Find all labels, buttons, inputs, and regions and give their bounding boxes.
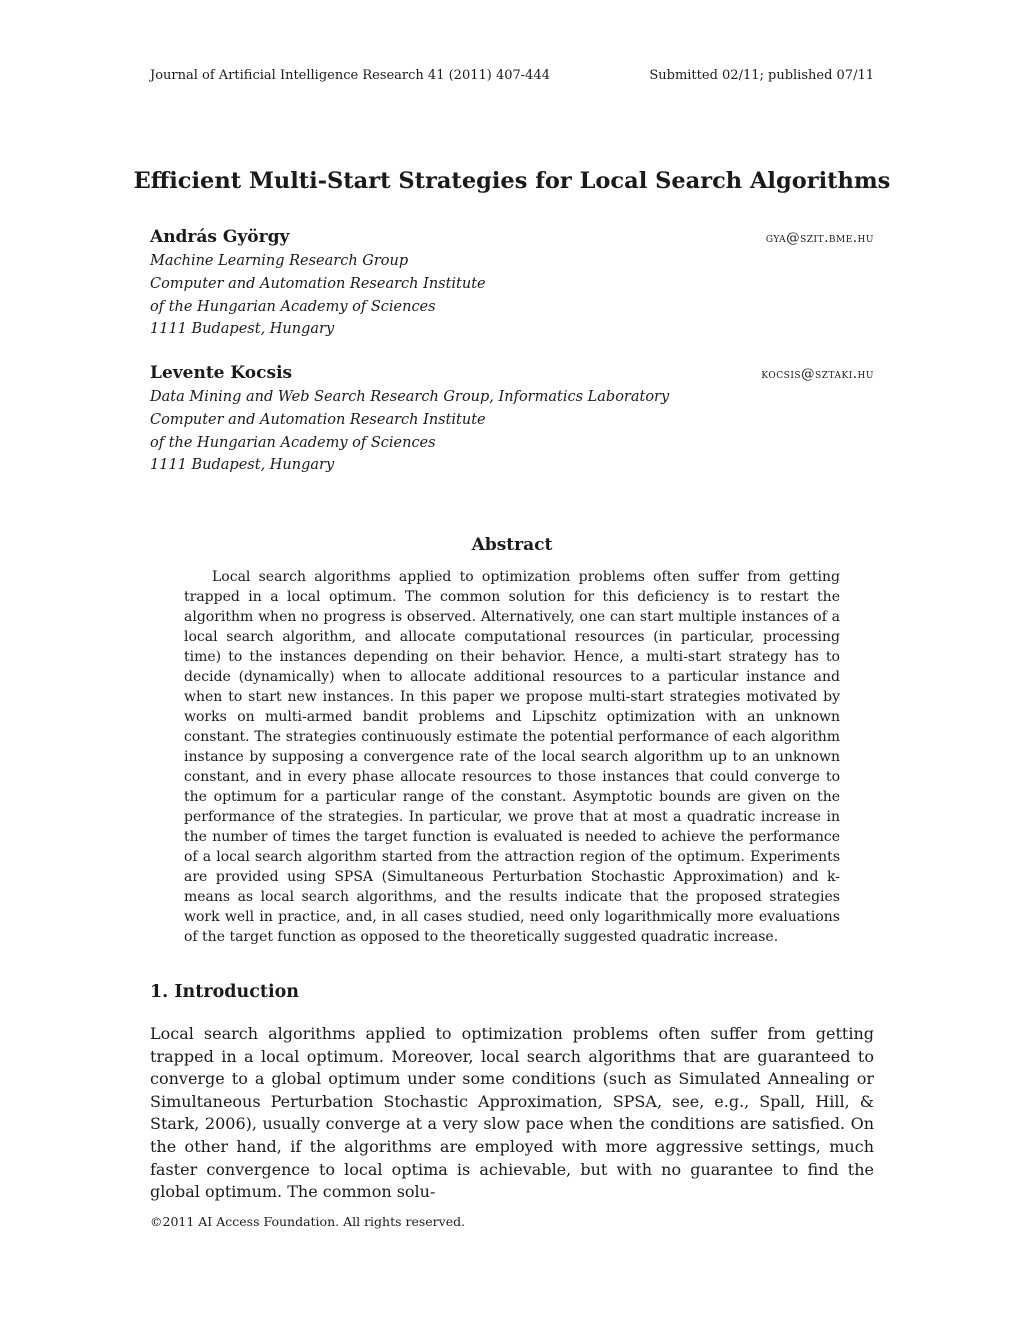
author-affiliation <box>150 250 486 341</box>
affiliation-line: Data Mining and Web Search Research Group, Informatics Laboratory <box>150 389 670 405</box>
affiliation-line: 1111 Budapest, Hungary <box>150 457 335 474</box>
affiliation-line: Computer and Automation Research Institute <box>150 411 486 428</box>
section-heading: 1. Introduction <box>150 982 299 1002</box>
abstract-text: Local search algorithms applied to optimization problems often suffer from getting trapped in a local optimum. The common solution for this deficiency is to restart the algorithm when no progress is observed. Alternatively, one can start multiple instances of a local search algorithm, and allocate computational resources (in particular, processing time) to the instances depending on their behavior. Hence, a multi-start strategy has to decide (dynamically) when to allocate additional resources to a particular instance and when to start new instances. In this paper we propose multi-start strategies motivated by works on multi-armed bandit problems and Lipschitz optimization with an unknown constant. The strategies continuously estimate the potential performance of each algorithm instance by supposing a convergence rate of the local search algorithm up to an unknown constant, and in every phase allocate resources to those instances that could converge to the optimum for a particular range of the constant. Asymptotic bounds are given on the performance of the strategies. In particular, we prove that at most a quadratic increase in the number of times the target function is evaluated is needed to achieve the performance of a local search algorithm started from the attraction region of the optimum. Experiments are provided using SPSA (Simultaneous Perturbation Stochastic Approximation) and k-means as local search algorithms, and the results indicate that the proposed strategies work well in practice, and, in all cases studied, need only logarithmically more evaluations of the target function as opposed to the theoretically suggested quadratic increase. <box>184 569 840 945</box>
author-email: kocsis@sztaki.hu <box>761 366 874 382</box>
copyright-footer: ©2011 AI Access Foundation. All rights reserved. <box>150 1214 466 1229</box>
author-affiliation <box>150 386 669 477</box>
paper-title: Efficient Multi-Start Strategies for Local Search Algorithms <box>133 168 891 194</box>
author-name: Levente Kocsis <box>150 363 293 383</box>
affiliation-line: Machine Learning Research Group <box>150 253 409 269</box>
abstract-body <box>184 567 840 947</box>
journal-header: Journal of Artificial Intelligence Research 41 (2011) 407-444 <box>150 68 550 83</box>
affiliation-line: of the Hungarian Academy of Sciences <box>150 434 436 451</box>
introduction-body <box>150 1023 874 1204</box>
affiliation-line: 1111 Budapest, Hungary <box>150 321 335 338</box>
abstract-heading: Abstract <box>471 535 553 555</box>
submission-dates: Submitted 02/11; published 07/11 <box>649 68 874 83</box>
affiliation-line: Computer and Automation Research Institute <box>150 275 486 292</box>
affiliation-line: of the Hungarian Academy of Sciences <box>150 298 436 315</box>
author-email: gya@szit.bme.hu <box>765 230 874 246</box>
author-name: András György <box>150 227 290 247</box>
introduction-text: Local search algorithms applied to optimization problems often suffer from getting trapped in a local optimum. Moreover, local search algorithms that are guaranteed to converge to a global optimum under some conditions (such as Simulated Annealing or Simultaneous Perturbation Stochastic Approximation, SPSA, see, e.g., Spall, Hill, & Stark, 2006), usually converge at a very slow pace when the conditions are satisfied. On the other hand, if the algorithms are employed with more aggressive settings, much faster convergence to local optima is achievable, but with no guarantee to find the global optimum. The common solu- <box>150 1024 874 1202</box>
